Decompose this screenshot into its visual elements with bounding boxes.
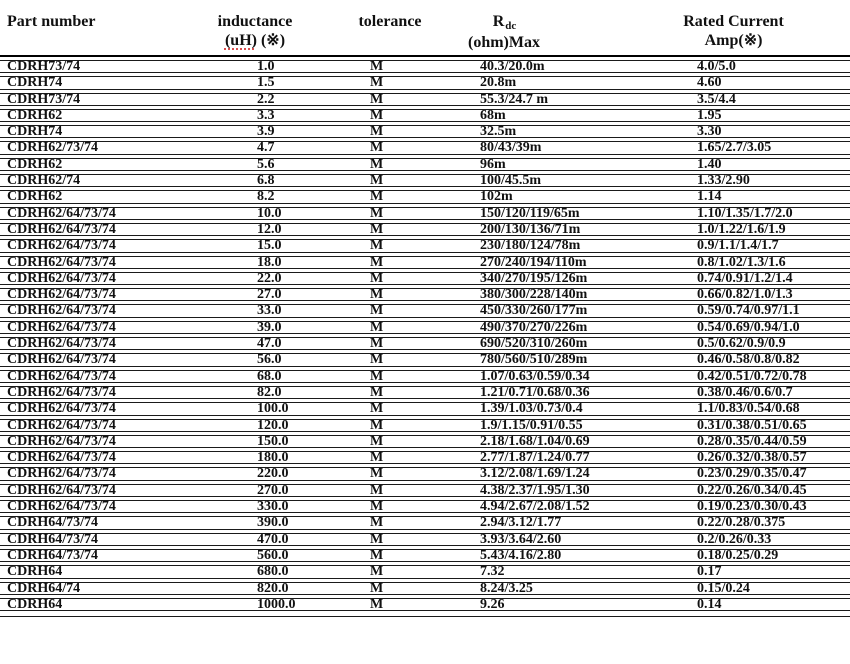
cell-rated-current: 0.38/0.46/0.6/0.7 — [575, 386, 850, 399]
cell-tolerance: M — [335, 93, 445, 106]
header-part-number — [0, 9, 175, 57]
cell-inductance: 120.0 — [175, 419, 335, 432]
table-row — [0, 435, 850, 448]
cell-tolerance: M — [335, 76, 445, 89]
cell-tolerance: M — [335, 272, 445, 285]
cell-rdc: 4.94/2.67/2.08/1.52 — [445, 500, 575, 513]
cell-tolerance: M — [335, 60, 445, 73]
table-row — [0, 288, 850, 301]
header-rdc-line1 — [445, 12, 563, 33]
cell-rated-current: 0.54/0.69/0.94/1.0 — [575, 321, 850, 334]
header-rdc-symbol: R — [492, 13, 505, 30]
cell-inductance: 33.0 — [175, 304, 335, 317]
cell-rated-current: 1.1/0.83/0.54/0.68 — [575, 402, 850, 415]
cell-part-number: CDRH62/64/73/74 — [0, 223, 175, 236]
cell-rated-current: 0.22/0.26/0.34/0.45 — [575, 484, 850, 497]
cell-rdc: 490/370/270/226m — [445, 321, 575, 334]
cell-rated-current: 1.95 — [575, 109, 850, 122]
table-row — [0, 467, 850, 480]
cell-rdc: 68m — [445, 109, 575, 122]
cell-inductance: 3.3 — [175, 109, 335, 122]
cell-part-number: CDRH62/64/73/74 — [0, 386, 175, 399]
cell-inductance: 1.5 — [175, 76, 335, 89]
cell-rdc: 380/300/228/140m — [445, 288, 575, 301]
table-row — [0, 533, 850, 546]
cell-tolerance: M — [335, 223, 445, 236]
header-inductance-unit: (uH) — [224, 32, 257, 49]
cell-part-number: CDRH62 — [0, 158, 175, 171]
cell-inductance: 220.0 — [175, 467, 335, 480]
cell-inductance: 270.0 — [175, 484, 335, 497]
cell-inductance: 47.0 — [175, 337, 335, 350]
header-tolerance-label: tolerance — [358, 13, 422, 30]
cell-tolerance: M — [335, 174, 445, 187]
cell-rdc: 2.94/3.12/1.77 — [445, 516, 575, 529]
cell-tolerance: M — [335, 207, 445, 220]
table-row — [0, 500, 850, 513]
cell-part-number: CDRH62/64/73/74 — [0, 370, 175, 383]
cell-inductance: 1000.0 — [175, 598, 335, 611]
cell-part-number: CDRH64/73/74 — [0, 549, 175, 562]
cell-part-number: CDRH62/64/73/74 — [0, 337, 175, 350]
cell-rdc: 5.43/4.16/2.80 — [445, 549, 575, 562]
cell-rdc: 1.39/1.03/0.73/0.4 — [445, 402, 575, 415]
cell-rdc: 450/330/260/177m — [445, 304, 575, 317]
cell-tolerance: M — [335, 125, 445, 138]
header-rdc-subscript: dc — [505, 20, 517, 32]
cell-rdc: 102m — [445, 190, 575, 203]
cell-inductance: 150.0 — [175, 435, 335, 448]
cell-part-number: CDRH64/73/74 — [0, 516, 175, 529]
cell-rdc: 55.3/24.7 m — [445, 93, 575, 106]
cell-rdc: 32.5m — [445, 125, 575, 138]
header-rated-current — [575, 9, 850, 57]
cell-tolerance: M — [335, 321, 445, 334]
cell-rated-current: 1.14 — [575, 190, 850, 203]
header-row — [0, 9, 850, 57]
cell-rated-current: 0.28/0.35/0.44/0.59 — [575, 435, 850, 448]
cell-inductance: 560.0 — [175, 549, 335, 562]
table-row — [0, 370, 850, 383]
table-row — [0, 321, 850, 334]
cell-rated-current: 1.10/1.35/1.7/2.0 — [575, 207, 850, 220]
cell-tolerance: M — [335, 239, 445, 252]
cell-rdc: 3.93/3.64/2.60 — [445, 533, 575, 546]
cell-rdc: 200/130/136/71m — [445, 223, 575, 236]
cell-inductance: 330.0 — [175, 500, 335, 513]
cell-part-number: CDRH74 — [0, 125, 175, 138]
cell-rated-current: 0.26/0.32/0.38/0.57 — [575, 451, 850, 464]
cell-rdc: 780/560/510/289m — [445, 353, 575, 366]
cell-rdc: 690/520/310/260m — [445, 337, 575, 350]
cell-part-number: CDRH62/64/73/74 — [0, 256, 175, 269]
cell-rated-current: 4.0/5.0 — [575, 60, 850, 73]
cell-tolerance: M — [335, 304, 445, 317]
cell-inductance: 15.0 — [175, 239, 335, 252]
cell-tolerance: M — [335, 484, 445, 497]
cell-rdc: 1.07/0.63/0.59/0.34 — [445, 370, 575, 383]
cell-rated-current: 0.74/0.91/1.2/1.4 — [575, 272, 850, 285]
cell-tolerance: M — [335, 386, 445, 399]
cell-tolerance: M — [335, 565, 445, 578]
cell-inductance: 12.0 — [175, 223, 335, 236]
cell-tolerance: M — [335, 370, 445, 383]
cell-rated-current: 0.18/0.25/0.29 — [575, 549, 850, 562]
cell-rated-current: 0.22/0.28/0.375 — [575, 516, 850, 529]
cell-tolerance: M — [335, 402, 445, 415]
cell-part-number: CDRH73/74 — [0, 93, 175, 106]
cell-rdc: 1.21/0.71/0.68/0.36 — [445, 386, 575, 399]
cell-inductance: 10.0 — [175, 207, 335, 220]
cell-rated-current: 0.17 — [575, 565, 850, 578]
cell-inductance: 6.8 — [175, 174, 335, 187]
cell-rated-current: 0.5/0.62/0.9/0.9 — [575, 337, 850, 350]
cell-part-number: CDRH74 — [0, 76, 175, 89]
cell-rated-current: 0.9/1.1/1.4/1.7 — [575, 239, 850, 252]
table-bottom-rule — [0, 616, 850, 617]
cell-inductance: 82.0 — [175, 386, 335, 399]
cell-tolerance: M — [335, 158, 445, 171]
cell-inductance: 27.0 — [175, 288, 335, 301]
table-row — [0, 582, 850, 595]
cell-inductance: 56.0 — [175, 353, 335, 366]
cell-inductance: 8.2 — [175, 190, 335, 203]
cell-rated-current: 3.5/4.4 — [575, 93, 850, 106]
cell-rated-current: 0.66/0.82/1.0/1.3 — [575, 288, 850, 301]
cell-part-number: CDRH62/64/73/74 — [0, 353, 175, 366]
cell-tolerance: M — [335, 516, 445, 529]
header-rated-current-line2: Amp(※) — [704, 32, 763, 49]
cell-tolerance: M — [335, 533, 445, 546]
cell-inductance: 820.0 — [175, 582, 335, 595]
cell-rated-current: 0.15/0.24 — [575, 582, 850, 595]
cell-rated-current: 1.0/1.22/1.6/1.9 — [575, 223, 850, 236]
table-row — [0, 125, 850, 138]
cell-inductance: 5.6 — [175, 158, 335, 171]
table-row — [0, 158, 850, 171]
cell-rdc: 230/180/124/78m — [445, 239, 575, 252]
cell-rdc: 40.3/20.0m — [445, 60, 575, 73]
cell-inductance: 22.0 — [175, 272, 335, 285]
table-row — [0, 272, 850, 285]
cell-inductance: 680.0 — [175, 565, 335, 578]
cell-rated-current: 1.40 — [575, 158, 850, 171]
cell-inductance: 18.0 — [175, 256, 335, 269]
cell-tolerance: M — [335, 549, 445, 562]
parts-spec-table — [0, 6, 850, 614]
table-row — [0, 76, 850, 89]
table-row — [0, 109, 850, 122]
cell-rdc: 2.77/1.87/1.24/0.77 — [445, 451, 575, 464]
table-header — [0, 9, 850, 57]
header-part-number-label: Part number — [7, 13, 96, 30]
cell-part-number: CDRH64 — [0, 565, 175, 578]
cell-tolerance: M — [335, 256, 445, 269]
cell-inductance: 1.0 — [175, 60, 335, 73]
cell-part-number: CDRH62/64/73/74 — [0, 321, 175, 334]
cell-rdc: 96m — [445, 158, 575, 171]
cell-tolerance: M — [335, 337, 445, 350]
table-row — [0, 141, 850, 154]
cell-inductance: 180.0 — [175, 451, 335, 464]
cell-rdc: 9.26 — [445, 598, 575, 611]
cell-part-number: CDRH62/64/73/74 — [0, 239, 175, 252]
table-row — [0, 190, 850, 203]
cell-rdc: 270/240/194/110m — [445, 256, 575, 269]
header-inductance — [175, 9, 335, 57]
cell-part-number: CDRH62/64/73/74 — [0, 484, 175, 497]
cell-rdc: 8.24/3.25 — [445, 582, 575, 595]
cell-part-number: CDRH62/64/73/74 — [0, 451, 175, 464]
cell-rated-current: 0.2/0.26/0.33 — [575, 533, 850, 546]
cell-part-number: CDRH62/64/73/74 — [0, 467, 175, 480]
table-row — [0, 565, 850, 578]
cell-rdc: 4.38/2.37/1.95/1.30 — [445, 484, 575, 497]
cell-inductance: 4.7 — [175, 141, 335, 154]
cell-part-number: CDRH64 — [0, 598, 175, 611]
header-rated-current-line1: Rated Current — [683, 13, 784, 30]
header-tolerance — [335, 9, 445, 57]
cell-part-number: CDRH62/64/73/74 — [0, 419, 175, 432]
cell-tolerance: M — [335, 353, 445, 366]
cell-part-number: CDRH62 — [0, 109, 175, 122]
table-row — [0, 516, 850, 529]
table-row — [0, 484, 850, 497]
cell-part-number: CDRH62 — [0, 190, 175, 203]
table-body — [0, 60, 850, 611]
table-row — [0, 353, 850, 366]
cell-rated-current: 0.14 — [575, 598, 850, 611]
cell-rated-current: 0.59/0.74/0.97/1.1 — [575, 304, 850, 317]
cell-inductance: 470.0 — [175, 533, 335, 546]
cell-inductance: 68.0 — [175, 370, 335, 383]
table-row — [0, 304, 850, 317]
cell-inductance: 3.9 — [175, 125, 335, 138]
table-row — [0, 256, 850, 269]
table-row — [0, 207, 850, 220]
cell-rdc: 1.9/1.15/0.91/0.55 — [445, 419, 575, 432]
cell-rdc: 340/270/195/126m — [445, 272, 575, 285]
cell-tolerance: M — [335, 451, 445, 464]
table-row — [0, 419, 850, 432]
header-inductance-line1: inductance — [217, 13, 293, 30]
cell-tolerance: M — [335, 598, 445, 611]
header-rdc — [445, 9, 575, 57]
cell-part-number: CDRH73/74 — [0, 60, 175, 73]
cell-rdc: 100/45.5m — [445, 174, 575, 187]
cell-rated-current: 3.30 — [575, 125, 850, 138]
table-row — [0, 337, 850, 350]
cell-part-number: CDRH62/64/73/74 — [0, 435, 175, 448]
table-row — [0, 174, 850, 187]
cell-tolerance: M — [335, 467, 445, 480]
cell-rdc: 150/120/119/65m — [445, 207, 575, 220]
cell-part-number: CDRH64/74 — [0, 582, 175, 595]
cell-rdc: 80/43/39m — [445, 141, 575, 154]
cell-tolerance: M — [335, 141, 445, 154]
header-inductance-line2 — [175, 31, 335, 50]
cell-rdc: 20.8m — [445, 76, 575, 89]
cell-tolerance: M — [335, 288, 445, 301]
cell-rated-current: 0.46/0.58/0.8/0.82 — [575, 353, 850, 366]
cell-rated-current: 4.60 — [575, 76, 850, 89]
cell-part-number: CDRH62/64/73/74 — [0, 402, 175, 415]
table-row — [0, 60, 850, 73]
cell-part-number: CDRH62/64/73/74 — [0, 207, 175, 220]
table-row — [0, 239, 850, 252]
table-row — [0, 451, 850, 464]
table-row — [0, 402, 850, 415]
cell-part-number: CDRH62/64/73/74 — [0, 500, 175, 513]
table-row — [0, 386, 850, 399]
cell-rated-current: 0.42/0.51/0.72/0.78 — [575, 370, 850, 383]
cell-tolerance: M — [335, 500, 445, 513]
table-row — [0, 598, 850, 611]
cell-tolerance: M — [335, 582, 445, 595]
cell-part-number: CDRH62/64/73/74 — [0, 304, 175, 317]
cell-rated-current: 0.23/0.29/0.35/0.47 — [575, 467, 850, 480]
cell-inductance: 390.0 — [175, 516, 335, 529]
cell-rated-current: 0.31/0.38/0.51/0.65 — [575, 419, 850, 432]
cell-part-number: CDRH62/73/74 — [0, 141, 175, 154]
cell-part-number: CDRH64/73/74 — [0, 533, 175, 546]
cell-rdc: 2.18/1.68/1.04/0.69 — [445, 435, 575, 448]
cell-rated-current: 0.19/0.23/0.30/0.43 — [575, 500, 850, 513]
header-rdc-line2: (ohm)Max — [468, 34, 540, 51]
cell-rated-current: 0.8/1.02/1.3/1.6 — [575, 256, 850, 269]
cell-rated-current: 1.33/2.90 — [575, 174, 850, 187]
cell-inductance: 100.0 — [175, 402, 335, 415]
table-row — [0, 93, 850, 106]
cell-rdc: 7.32 — [445, 565, 575, 578]
cell-tolerance: M — [335, 419, 445, 432]
cell-inductance: 2.2 — [175, 93, 335, 106]
header-inductance-note: (※) — [256, 32, 286, 49]
cell-part-number: CDRH62/74 — [0, 174, 175, 187]
cell-inductance: 39.0 — [175, 321, 335, 334]
table-row — [0, 549, 850, 562]
cell-rated-current: 1.65/2.7/3.05 — [575, 141, 850, 154]
cell-part-number: CDRH62/64/73/74 — [0, 272, 175, 285]
cell-tolerance: M — [335, 109, 445, 122]
cell-rdc: 3.12/2.08/1.69/1.24 — [445, 467, 575, 480]
cell-tolerance: M — [335, 190, 445, 203]
cell-part-number: CDRH62/64/73/74 — [0, 288, 175, 301]
cell-tolerance: M — [335, 435, 445, 448]
table-row — [0, 223, 850, 236]
